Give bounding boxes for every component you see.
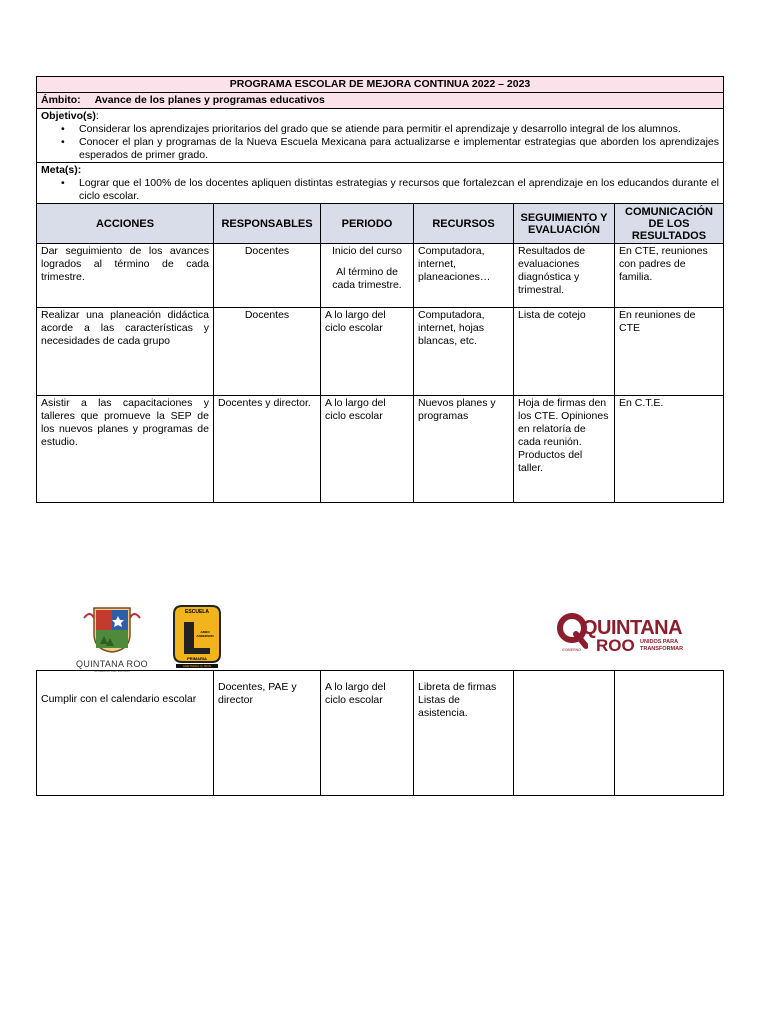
cell-periodo-text: A lo largo del ciclo escolar xyxy=(325,681,386,706)
cell-seguimiento xyxy=(514,671,615,796)
cell-seguimiento: Hoja de firmas den los CTE. Opiniones en relatoría de cada reunión. Productos del taller. xyxy=(514,396,615,503)
col-comunicacion: COMUNICACIÓN DE LOS RESULTADOS xyxy=(615,204,724,244)
cell-periodo: A lo largo del ciclo escolar xyxy=(321,396,414,503)
cell-seguimiento: Lista de cotejo xyxy=(514,308,615,396)
cell-recursos: Computadora, internet, hojas blancas, etc. xyxy=(414,308,514,396)
cell-periodo xyxy=(321,244,414,308)
cell-recursos: Computadora, internet, planeaciones… xyxy=(414,244,514,308)
objetivos-label xyxy=(41,110,719,123)
objetivos-section xyxy=(37,109,724,163)
state-seal-logo xyxy=(72,604,152,673)
badge-city-text: CHETUMAL Q. ROO xyxy=(182,663,212,668)
ambito-label: Ámbito: xyxy=(41,94,81,106)
objetivos-label-text: Objetivo(s) xyxy=(41,110,96,122)
recursos-line: Libreta de firmas xyxy=(418,681,497,693)
quintana-roo-brand-logo xyxy=(556,612,696,660)
cell-responsables: Docentes y director. xyxy=(214,396,321,503)
cell-comunicacion: En CTE, reuniones con padres de familia. xyxy=(615,244,724,308)
periodo-line: Al término de cada trimestre. xyxy=(332,266,402,291)
cell-recursos: Nuevos planes y programas xyxy=(414,396,514,503)
cell-acciones: Realizar una planeación didáctica acorde a las características y necesidades de cada grupo xyxy=(37,308,214,396)
table-row xyxy=(37,671,724,796)
ambito-row xyxy=(37,93,724,109)
cell-acciones xyxy=(37,671,214,796)
cell-acciones: Dar seguimiento de los avances logrados al término de cada trimestre. xyxy=(37,244,214,308)
cell-acciones: Asistir a las capacitaciones y talleres que promueve la SEP de los nuevos planes y programas de estudio. xyxy=(37,396,214,503)
brand-quintana-text: QUINTANA xyxy=(582,617,683,639)
cell-comunicacion xyxy=(615,671,724,796)
program-table xyxy=(36,76,724,503)
metas-section xyxy=(37,163,724,204)
program-title: PROGRAMA ESCOLAR DE MEJORA CONTINUA 2022 – 2023 xyxy=(37,77,724,93)
col-acciones: ACCIONES xyxy=(37,204,214,244)
cell-periodo xyxy=(321,671,414,796)
state-seal-icon xyxy=(72,604,152,654)
continuation-table xyxy=(36,670,724,796)
brand-tagline-1: UNIDOS PARA xyxy=(640,639,679,645)
periodo-line: Inicio del curso xyxy=(331,245,403,257)
state-seal-text: QUINTANA ROO xyxy=(76,659,148,669)
badge-bottom-text: PRIMARIA xyxy=(187,656,207,661)
cell-responsables: Docentes xyxy=(214,308,321,396)
objetivo-item: • Considerar los aprendizajes prioritarios del grado que se atiende para permitir el aprendizaje y desarrollo integral de los alumnos. xyxy=(79,123,719,136)
metas-list xyxy=(41,177,719,203)
school-badge-logo xyxy=(172,604,222,668)
badge-mid-text: AZIBO ANDERSON xyxy=(196,630,214,638)
metas-label: Meta(s): xyxy=(41,164,82,176)
cell-responsables: Docentes xyxy=(214,244,321,308)
cell-responsables-text: Docentes, PAE y director xyxy=(218,681,297,706)
meta-item: • Lograr que el 100% de los docentes apliquen distintas estrategias y recursos que fortalezcan el aprendizaje en los educandos durante el ciclo escolar. xyxy=(79,177,719,203)
cell-acciones-text: Cumplir con el calendario escolar xyxy=(41,693,197,705)
objetivos-list xyxy=(41,123,719,162)
brand-tagline-2: TRANSFORMAR xyxy=(640,646,684,652)
cell-seguimiento: Resultados de evaluaciones diagnóstica y trimestral. xyxy=(514,244,615,308)
recursos-line: Listas de asistencia. xyxy=(418,694,468,719)
col-periodo: PERIODO xyxy=(321,204,414,244)
cell-comunicacion: En reuniones de CTE xyxy=(615,308,724,396)
table-row xyxy=(37,244,724,308)
table-row xyxy=(37,396,724,503)
cell-comunicacion: En C.T.E. xyxy=(615,396,724,503)
cell-recursos xyxy=(414,671,514,796)
badge-top-text: ESCUELA xyxy=(185,609,209,615)
brand-small-text: GOBIERNO xyxy=(562,648,581,652)
col-seguimiento: SEGUIMIENTO Y EVALUACIÓN xyxy=(514,204,615,244)
col-recursos: RECURSOS xyxy=(414,204,514,244)
brand-roo-text: ROO xyxy=(596,636,635,655)
ambito-value: Avance de los planes y programas educativos xyxy=(94,94,325,106)
objetivos-colon: : xyxy=(95,110,99,122)
cell-responsables xyxy=(214,671,321,796)
state-seal-subtext: GOBIERNO DEL ESTADO xyxy=(94,669,130,673)
cell-periodo: A lo largo del ciclo escolar xyxy=(321,308,414,396)
table-row xyxy=(37,308,724,396)
col-responsables: RESPONSABLES xyxy=(214,204,321,244)
objetivo-item: • Conocer el plan y programas de la Nueva Escuela Mexicana para actualizarse e implementar estrategias que aborden los aprendizajes esperados de primer grado. xyxy=(79,136,719,162)
